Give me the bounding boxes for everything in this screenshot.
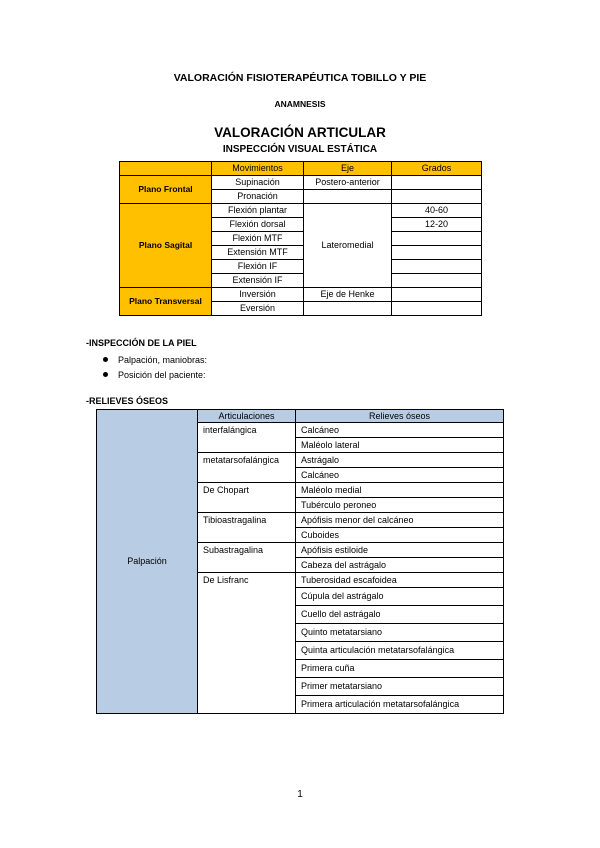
landmark-cell: Maléolo medial (296, 483, 504, 498)
landmark-cell: Calcáneo (296, 468, 504, 483)
degrees-cell (392, 232, 482, 246)
axis-transversal: Eje de Henke (304, 288, 392, 302)
degrees-cell (392, 260, 482, 274)
degrees-cell (392, 190, 482, 204)
document-title: VALORACIÓN FISIOTERAPÉUTICA TOBILLO Y PIE (173, 72, 427, 84)
joint-cell: De Chopart (198, 483, 296, 513)
bone-landmarks-heading: -RELIEVES ÓSEOS (86, 396, 169, 406)
movement-cell: Flexión IF (212, 260, 304, 274)
section-title: VALORACIÓN ARTICULAR (214, 125, 386, 140)
movement-cell: Extensión MTF (212, 246, 304, 260)
subsection-title: INSPECCIÓN VISUAL ESTÁTICA (222, 144, 378, 155)
inspection-table (119, 161, 482, 316)
list-item (103, 370, 206, 380)
joint-cell: Tibioastragalina (198, 513, 296, 543)
anamnesis-heading: ANAMNESIS (274, 99, 326, 109)
degrees-cell (392, 176, 482, 190)
landmark-cell: Cuello del astrágalo (296, 606, 504, 624)
axis-cell (304, 190, 392, 204)
degrees-cell (392, 246, 482, 260)
movement-cell: Inversión (212, 288, 304, 302)
landmark-cell: Primer metatarsiano (296, 678, 504, 696)
list-item-text: Palpación, maniobras: (118, 355, 208, 365)
movement-cell: Flexión plantar (212, 204, 304, 218)
axis-sagital: Lateromedial (304, 204, 392, 288)
joint-cell: metatarsofalángica (198, 453, 296, 483)
joint-cell: Subastragalina (198, 543, 296, 573)
corner-cell (120, 162, 212, 176)
list-item (103, 355, 207, 365)
header-eje: Eje (304, 162, 392, 176)
skin-inspection-heading: -INSPECCIÓN DE LA PIEL (86, 338, 197, 348)
landmark-cell: Quinto metatarsiano (296, 624, 504, 642)
axis-cell (304, 302, 392, 316)
degrees-cell (392, 288, 482, 302)
bullet-icon (103, 357, 108, 362)
movement-cell: Eversión (212, 302, 304, 316)
movement-cell: Supinación (212, 176, 304, 190)
header-grados: Grados (392, 162, 482, 176)
landmark-cell: Quinta articulación metatarsofalángica (296, 642, 504, 660)
joint-cell: De Lisfranc (198, 573, 296, 714)
header-movimientos: Movimientos (212, 162, 304, 176)
bullet-icon (103, 372, 108, 377)
landmark-cell: Cabeza del astrágalo (296, 558, 504, 573)
landmark-cell: Primera cuña (296, 660, 504, 678)
palpation-cell: Palpación (97, 410, 198, 714)
joint-cell: interfalángica (198, 423, 296, 453)
header-articulaciones: Articulaciones (198, 410, 296, 423)
degrees-cell: 12-20 (392, 218, 482, 232)
degrees-cell: 40-60 (392, 204, 482, 218)
landmark-cell: Cuboides (296, 528, 504, 543)
movement-cell: Flexión MTF (212, 232, 304, 246)
bone-landmarks-table (96, 409, 504, 714)
landmark-cell: Apófisis menor del calcáneo (296, 513, 504, 528)
landmark-cell: Tuberosidad escafoidea (296, 573, 504, 588)
plane-sagital: Plano Sagital (120, 204, 212, 288)
list-item-text: Posición del paciente: (118, 370, 206, 380)
landmark-cell: Cúpula del astrágalo (296, 588, 504, 606)
degrees-cell (392, 302, 482, 316)
movement-cell: Extensión IF (212, 274, 304, 288)
movement-cell: Flexión dorsal (212, 218, 304, 232)
axis-frontal: Postero-anterior (304, 176, 392, 190)
header-relieves: Relieves óseos (296, 410, 504, 423)
landmark-cell: Tubérculo peroneo (296, 498, 504, 513)
landmark-cell: Primera articulación metatarsofalángica (296, 696, 504, 714)
page-number: 1 (297, 789, 303, 800)
landmark-cell: Apófisis estiloide (296, 543, 504, 558)
degrees-cell (392, 274, 482, 288)
landmark-cell: Maléolo lateral (296, 438, 504, 453)
plane-frontal: Plano Frontal (120, 176, 212, 204)
landmark-cell: Astrágalo (296, 453, 504, 468)
movement-cell: Pronación (212, 190, 304, 204)
landmark-cell: Calcáneo (296, 423, 504, 438)
plane-transversal: Plano Transversal (120, 288, 212, 316)
